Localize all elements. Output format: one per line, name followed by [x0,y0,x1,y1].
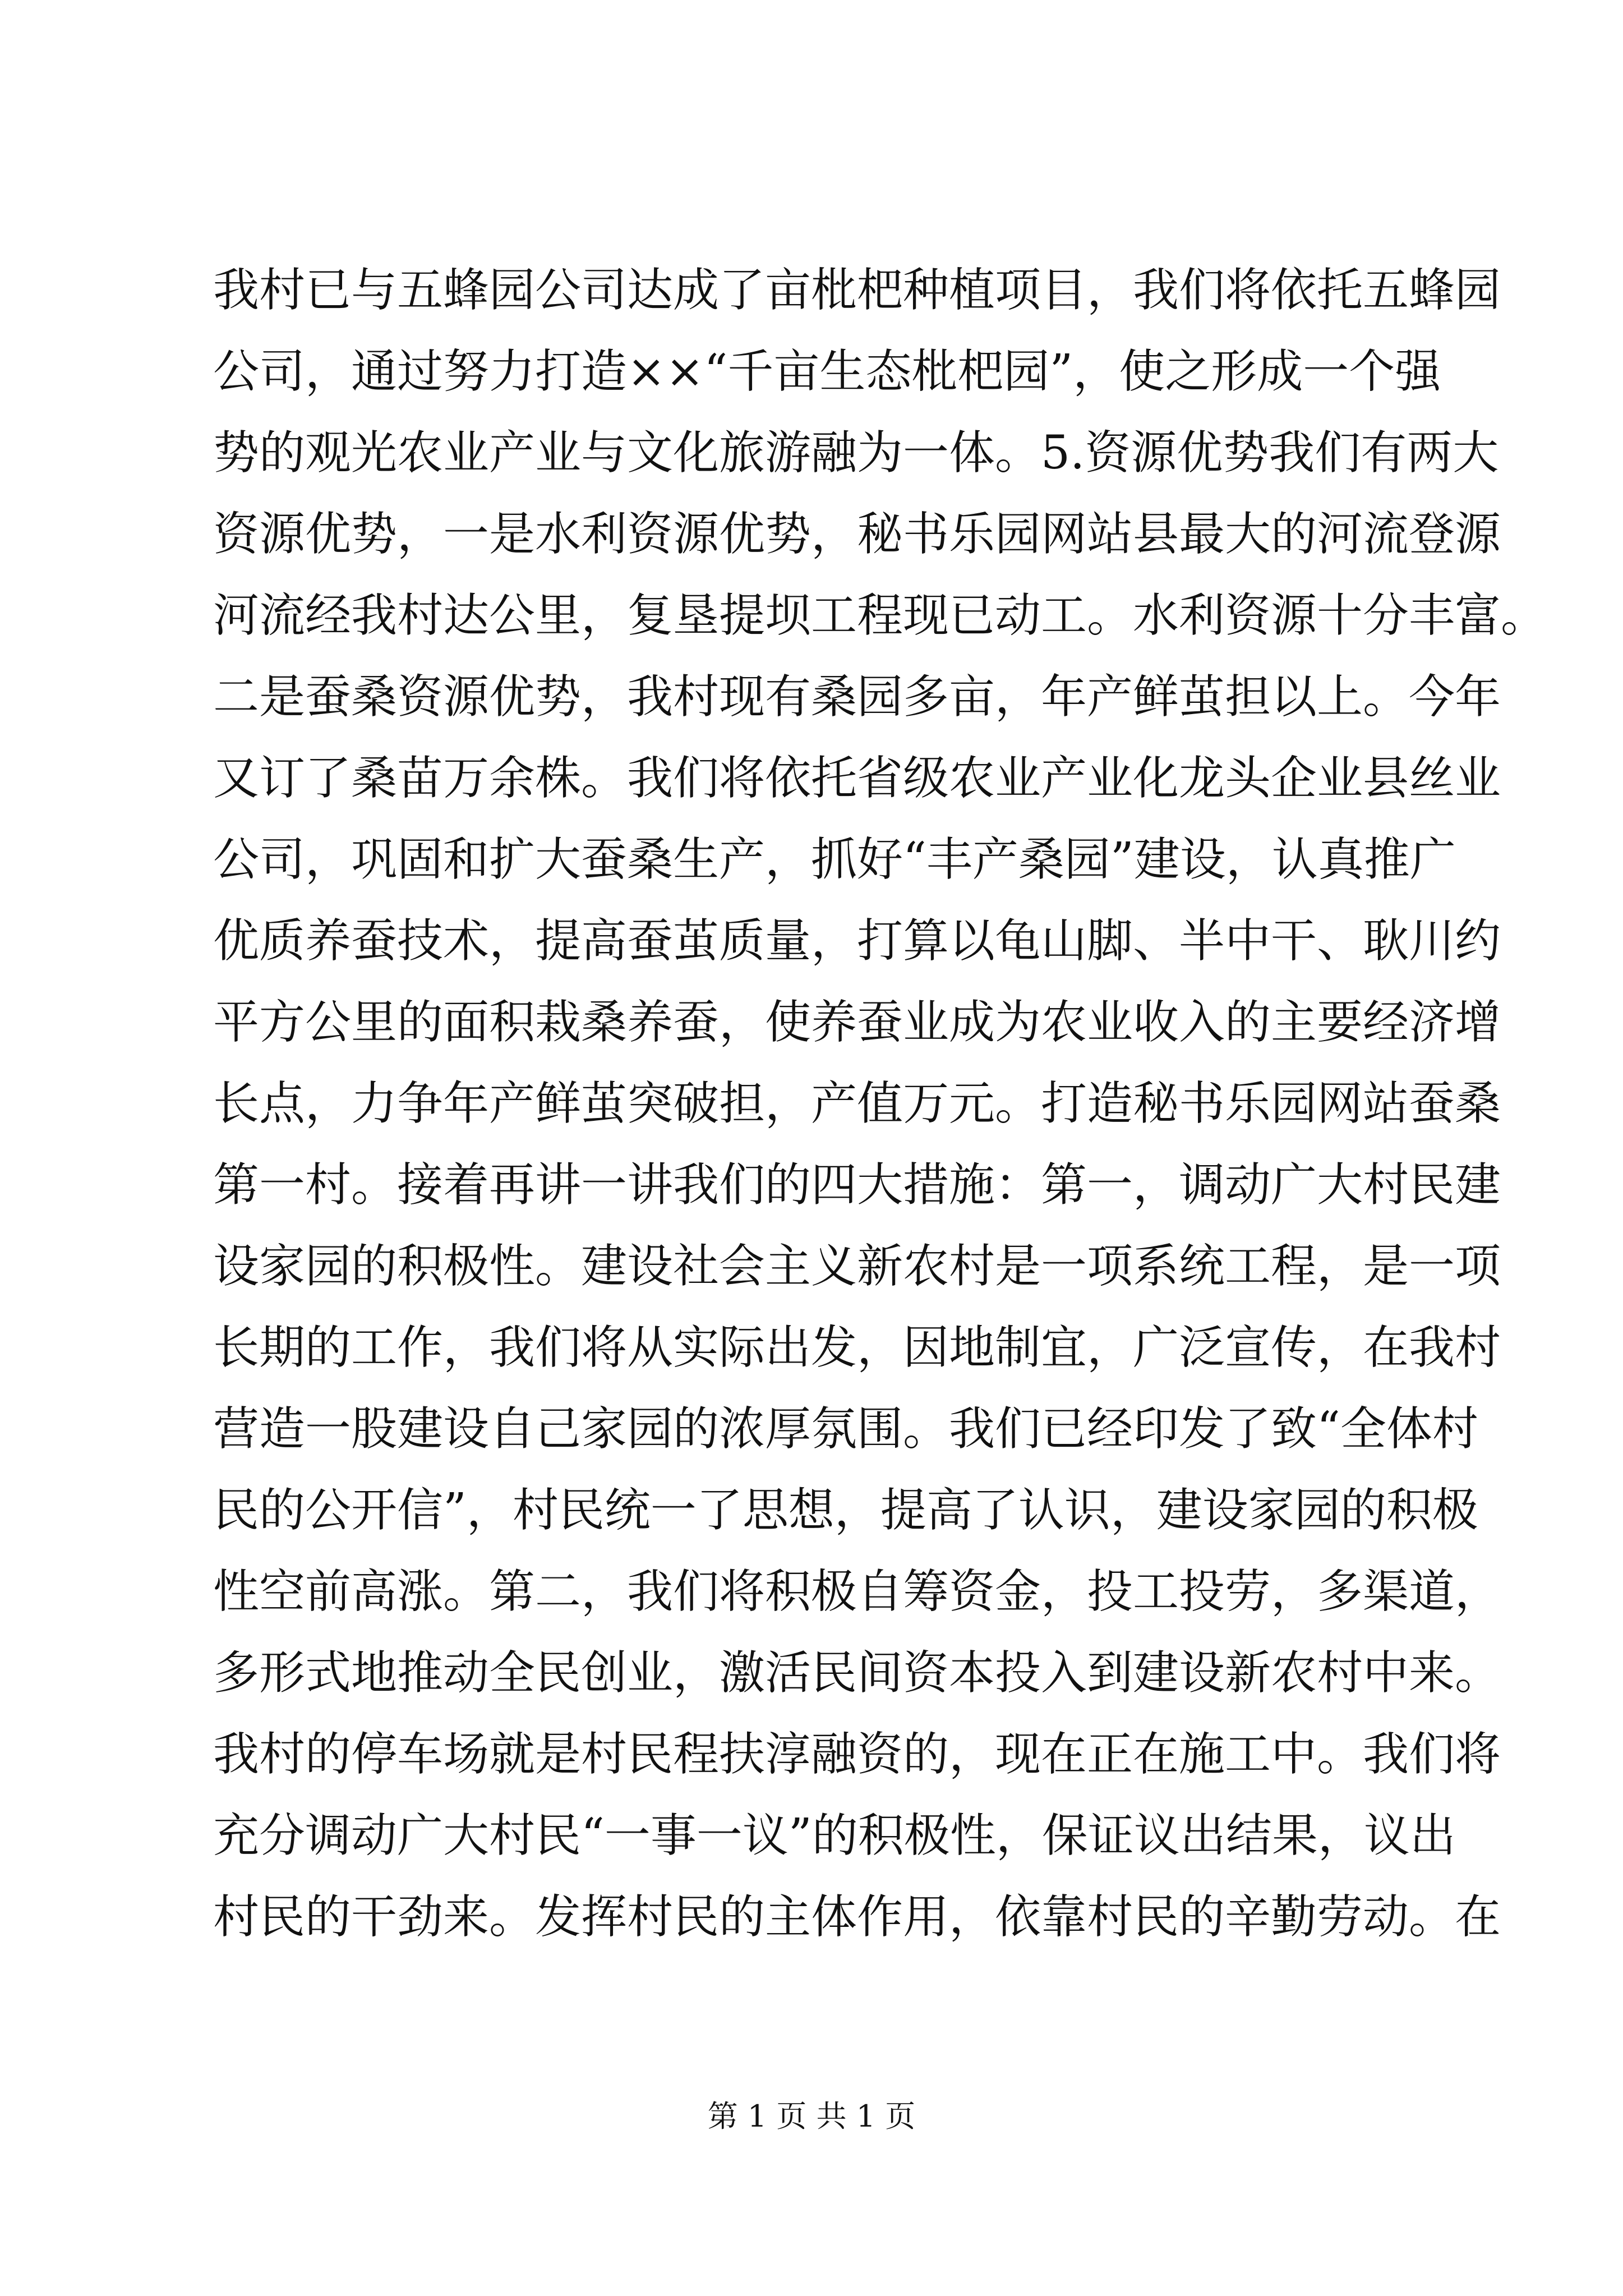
text-line: 长点，力争年产鲜茧突破担，产值万元。打造秘书乐园网站蚕桑 [213,1077,1501,1130]
text-line: 公司，通过努力打造××“千亩生态枇杷园”，使之形成一个强 [213,345,1441,398]
text-line: 资源优势，一是水利资源优势，秘书乐园网站县最大的河流登源 [213,508,1501,561]
text-line: 多形式地推动全民创业，激活民间资本投入到建设新农村中来。 [213,1646,1501,1700]
text-line: 充分调动广大村民“一事一议”的积极性，保证议出结果，议出 [213,1809,1456,1862]
text-line: 第一村。接着再讲一讲我们的四大措施：第一，调动广大村民建 [213,1158,1501,1212]
page-footer: 第 1 页 共 1 页 [707,2099,916,2134]
text-line: 又订了桑苗万余株。我们将依托省级农业产业化龙头企业县丝业 [213,752,1501,805]
text-line: 平方公里的面积栽桑养蚕，使养蚕业成为农业收入的主要经济增 [213,996,1501,1049]
text-line: 优质养蚕技术，提高蚕茧质量，打算以龟山脚、半中干、耿川约 [213,914,1501,968]
text-line: 村民的干劲来。发挥村民的主体作用，依靠村民的辛勤劳动。在 [213,1890,1501,1944]
body-text [213,250,1547,1958]
text-line: 性空前高涨。第二，我们将积极自筹资金，投工投劳，多渠道， [213,1565,1501,1618]
text-line: 河流经我村达公里，复垦提坝工程现已动工。水利资源十分丰富。 [213,589,1547,642]
text-line: 公司，巩固和扩大蚕桑生产，抓好“丰产桑园”建设，认真推广 [213,833,1456,886]
text-line: 我村已与五蜂园公司达成了亩枇杷种植项目，我们将依托五蜂园 [213,264,1501,317]
text-line: 二是蚕桑资源优势，我村现有桑园多亩，年产鲜茧担以上。今年 [213,670,1501,724]
text-line: 长期的工作，我们将从实际出发，因地制宜，广泛宣传，在我村 [213,1321,1501,1374]
text-line: 设家园的积极性。建设社会主义新农村是一项系统工程，是一项 [213,1240,1501,1293]
text-line: 势的观光农业产业与文化旅游融为一体。5.资源优势我们有两大 [213,426,1499,480]
text-line: 民的公开信”，村民统一了思想，提高了认识，建设家园的积极 [213,1484,1478,1537]
text-line: 我村的停车场就是村民程扶淳融资的，现在正在施工中。我们将 [213,1728,1501,1781]
text-line: 营造一股建设自己家园的浓厚氛围。我们已经印发了致“全体村 [213,1402,1478,1456]
